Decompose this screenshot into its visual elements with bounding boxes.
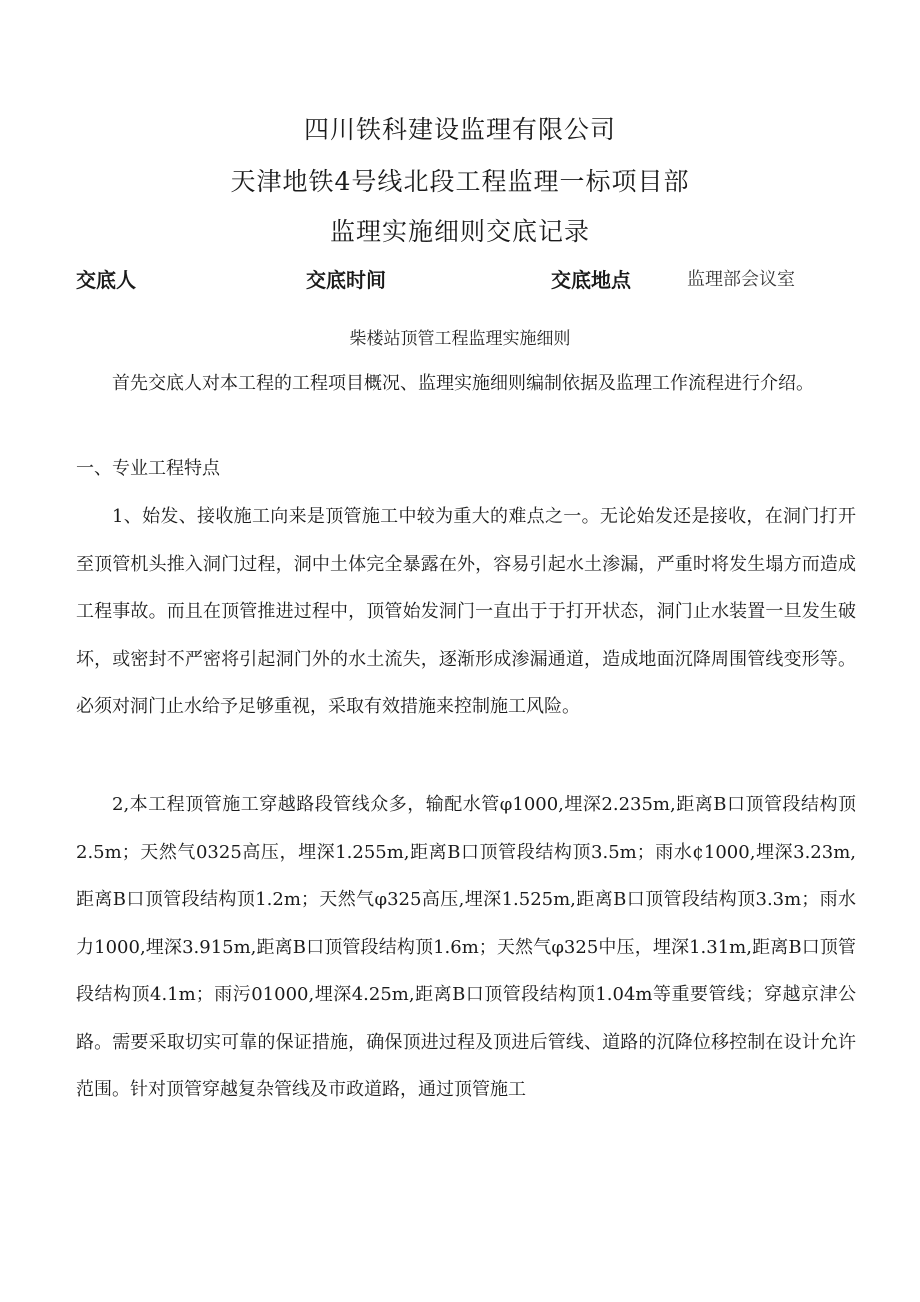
section-heading: 一、专业工程特点 bbox=[76, 458, 220, 479]
briefing-time-label: 交底时间 bbox=[306, 268, 386, 292]
project-title: 天津地铁4号线北段工程监理一标项目部 bbox=[230, 167, 690, 196]
briefing-place-value: 监理部会议室 bbox=[687, 269, 795, 290]
record-title: 监理实施细则交底记录 bbox=[329, 217, 590, 246]
paragraph-2: 2,本工程顶管施工穿越路段管线众多，输配水管φ1000,埋深2.235m,距离B口顶管段结构顶2.5m；天然气0325高压，埋深1.255m,距离B口顶管段结构顶3.5m；雨水¢1000,埋深3.23m,距离B口顶管段结构顶1.2m；天然气φ325高压,埋深1.525m,距离B口顶管段结构顶3.3m；雨水力1000,埋深3.915m,距离B口顶管段结构顶1.6m；天然气φ325中压，埋深1.31m,距离B口顶管段结构顶4.1m；雨污01000,埋深4.25m,距离B口顶管段结构顶1.04m等重要管线；穿越京津公路。需要采取切实可靠的保证措施，确保顶进过程及顶进后管线、道路的沉降位移控制在设计允许范围。针对顶管穿越复杂管线及市政道路，通过顶管施工 bbox=[76, 794, 856, 1100]
briefing-info-row bbox=[0, 264, 920, 296]
briefing-person-label: 交底人 bbox=[76, 268, 136, 292]
briefing-place-label: 交底地点 bbox=[551, 268, 631, 292]
intro-paragraph: 首先交底人对本工程的工程项目概况、监理实施细则编制依据及监理工作流程进行介绍。 bbox=[112, 373, 814, 394]
paragraph-1: 1、始发、接收施工向来是顶管施工中较为重大的难点之一。无论始发还是接收，在洞门打开至顶管机头推入洞门过程，洞中土体完全暴露在外，容易引起水土渗漏，严重时将发生塌方而造成工程事故。而且在顶管推进过程中，顶管始发洞门一直出于于打开状态，洞门止水装置一旦发生破坏，或密封不严密将引起洞门外的水土流失，逐渐形成渗漏通道，造成地面沉降周围管线变形等。必须对洞门止水给予足够重视，采取有效措施来控制施工风险。 bbox=[76, 506, 856, 717]
company-title: 四川铁科建设监理有限公司 bbox=[303, 115, 616, 144]
document-subtitle: 柴楼站顶管工程监理实施细则 bbox=[349, 329, 571, 349]
